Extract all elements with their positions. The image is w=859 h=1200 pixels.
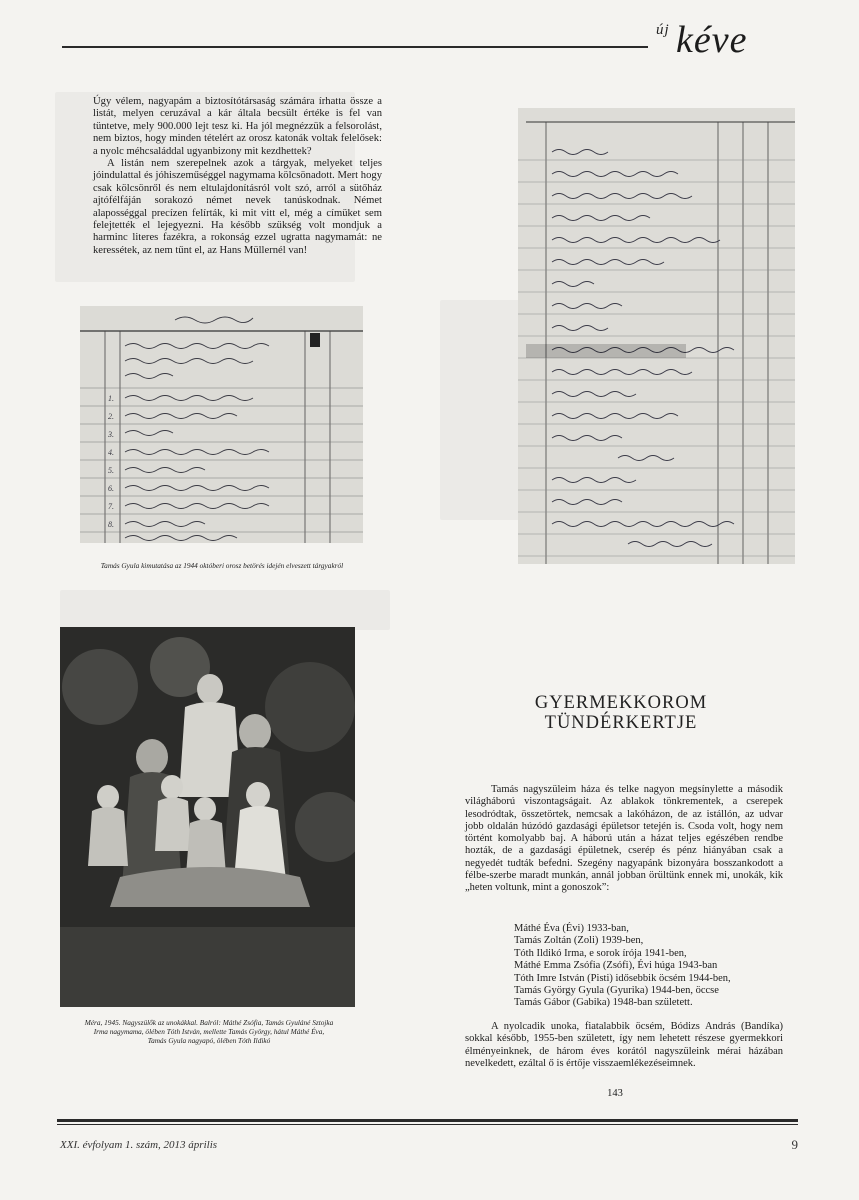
svg-text:6.: 6. (108, 484, 114, 493)
logo-title: kéve (676, 19, 748, 61)
section-paragraph-1-text: Tamás nagyszüleim háza és telke nagyon megsínylette a második világháború viszontagságait. Az ablakok tönkrementek, a cserepek lesodródtak, összetörtek, nemcsak a lakóházon, de az istállón, az udvar jobb oldalán húzódó gazdasági épületsor tetején is. Csoda volt, hogy nem történt komolyabb baj. A háború után a házat teljes egészében rendbe hozták, de a gazdasági épületnek, cserép és pénz hiányában csak a negyedét tudták befedni. Szegény nagyapánk bizonyára bosszankodott a félbe-szerbe maradt munkán, annál jobban örültünk ennek mi, unokák, kik „heten voltunk, mint a gonoszok”: (465, 784, 783, 894)
intro-paragraph-2: A listán nem szerepelnek azok a tárgyak, melyeket teljes jóindulattal és jóhiszeműséggel nagymama kölcsönadott. Mert hogy csak kölcsönről és nem eltulajdonításról volt szó, arról a sütőház ajtófélfáján sorakozó német nevek tanúskodnak. Német alaposséggal precízen felírták, ki mit vitt el, még a címüket sem felejtették el lejegyezni. Ha később szükség volt mondjuk a harminc literes fazékra, a rokonság ezzel ugratta nagymamát: ne keressétek, az nem tűnt el, az Hans Müllernél van! (93, 158, 382, 256)
svg-text:1.: 1. (108, 394, 114, 403)
handwritten-list-scan-continued (518, 108, 795, 564)
logo-prefix: új (656, 22, 670, 38)
list-item: Tamás Gábor (Gabika) 1948-ban született. (514, 997, 693, 1009)
section-paragraph-1 (465, 784, 783, 895)
bleed-through-block (60, 590, 390, 630)
grandchildren-list (514, 923, 784, 1010)
header-rule (62, 46, 648, 48)
intro-paragraph-1: Úgy vélem, nagyapám a biztosítótársaság számára írhatta össze a listát, melyen ceruzával a kár általa becsült értéke is fel van tüntetve, mely 900.000 lejt tesz ki. Ha jól megnézzük a felsorolást, nem biztos, hogy minden tételért az orosz katonák voltak felelősek: a nyolc méhcsaláddal ugyanbizony mit kezdhettek? (93, 96, 382, 157)
list-item: Máthé Éva (Évi) 1933-ban, (514, 923, 629, 934)
family-photo (60, 627, 355, 1007)
list-item: Tóth Ildikó Irma, e sorok írója 1941-ben, (514, 947, 687, 959)
section-title-line-2: TÜNDÉRKERTJE (544, 713, 698, 733)
list-item: Máthé Emma Zsófia (Zsófi), Évi húga 1943-ban (514, 960, 718, 972)
list-item: Tóth Imre István (Pisti) idősebbik öcsém 1944-ben, (514, 972, 731, 984)
list-scan-caption: Tamás Gyula kimutatása az 1944 októberi orosz betörés idején elveszett tárgyakról (100, 561, 344, 570)
page-number: 9 (791, 1137, 798, 1152)
footer-rule-thick (57, 1119, 798, 1122)
svg-text:2.: 2. (108, 412, 114, 421)
photo-caption: Méra, 1945. Nagyszülők az unokákkal. Balról: Máthé Zsófia, Tamás Gyuláné Sztojka Irma nagymama, ölében Tóth István, mellette Tamás György, hátul Máthé Éva, Tamás Gyula nagyapó, ölében Tóth Ildikó (84, 1018, 334, 1045)
svg-text:7.: 7. (108, 502, 114, 511)
section-paragraph-2-text: A nyolcadik unoka, fiatalabbik öcsém, Bódizs András (Bandíka) sokkal később, 1955-ben született, így nem lehetett részese gyermekkori élményeinknek, de három éves korától nagyszüleink mérai házában nevelkedett, ezáltal ő is értője visszaemlékezéseimnek. (465, 1021, 783, 1069)
svg-text:3.: 3. (108, 430, 114, 439)
list-item: Tamás Zoltán (Zoli) 1939-ben, (514, 935, 644, 947)
inner-page-number: 143 (607, 1088, 623, 1099)
list-item: Tamás György Gyula (Gyurika) 1944-ben, öccse (514, 985, 719, 997)
svg-text:5.: 5. (108, 466, 114, 475)
handwritten-list-scan (80, 306, 363, 543)
issue-info: XXI. évfolyam 1. szám, 2013 április (60, 1139, 218, 1151)
svg-text:4.: 4. (108, 448, 114, 457)
section-title-line-1: GYERMEKKOROM (534, 693, 708, 713)
intro-text (93, 96, 382, 257)
footer-rule-thin (57, 1124, 798, 1125)
section-title (496, 693, 746, 733)
magazine-logo (656, 18, 806, 62)
section-paragraph-2 (465, 1021, 783, 1070)
svg-text:8.: 8. (108, 520, 114, 529)
